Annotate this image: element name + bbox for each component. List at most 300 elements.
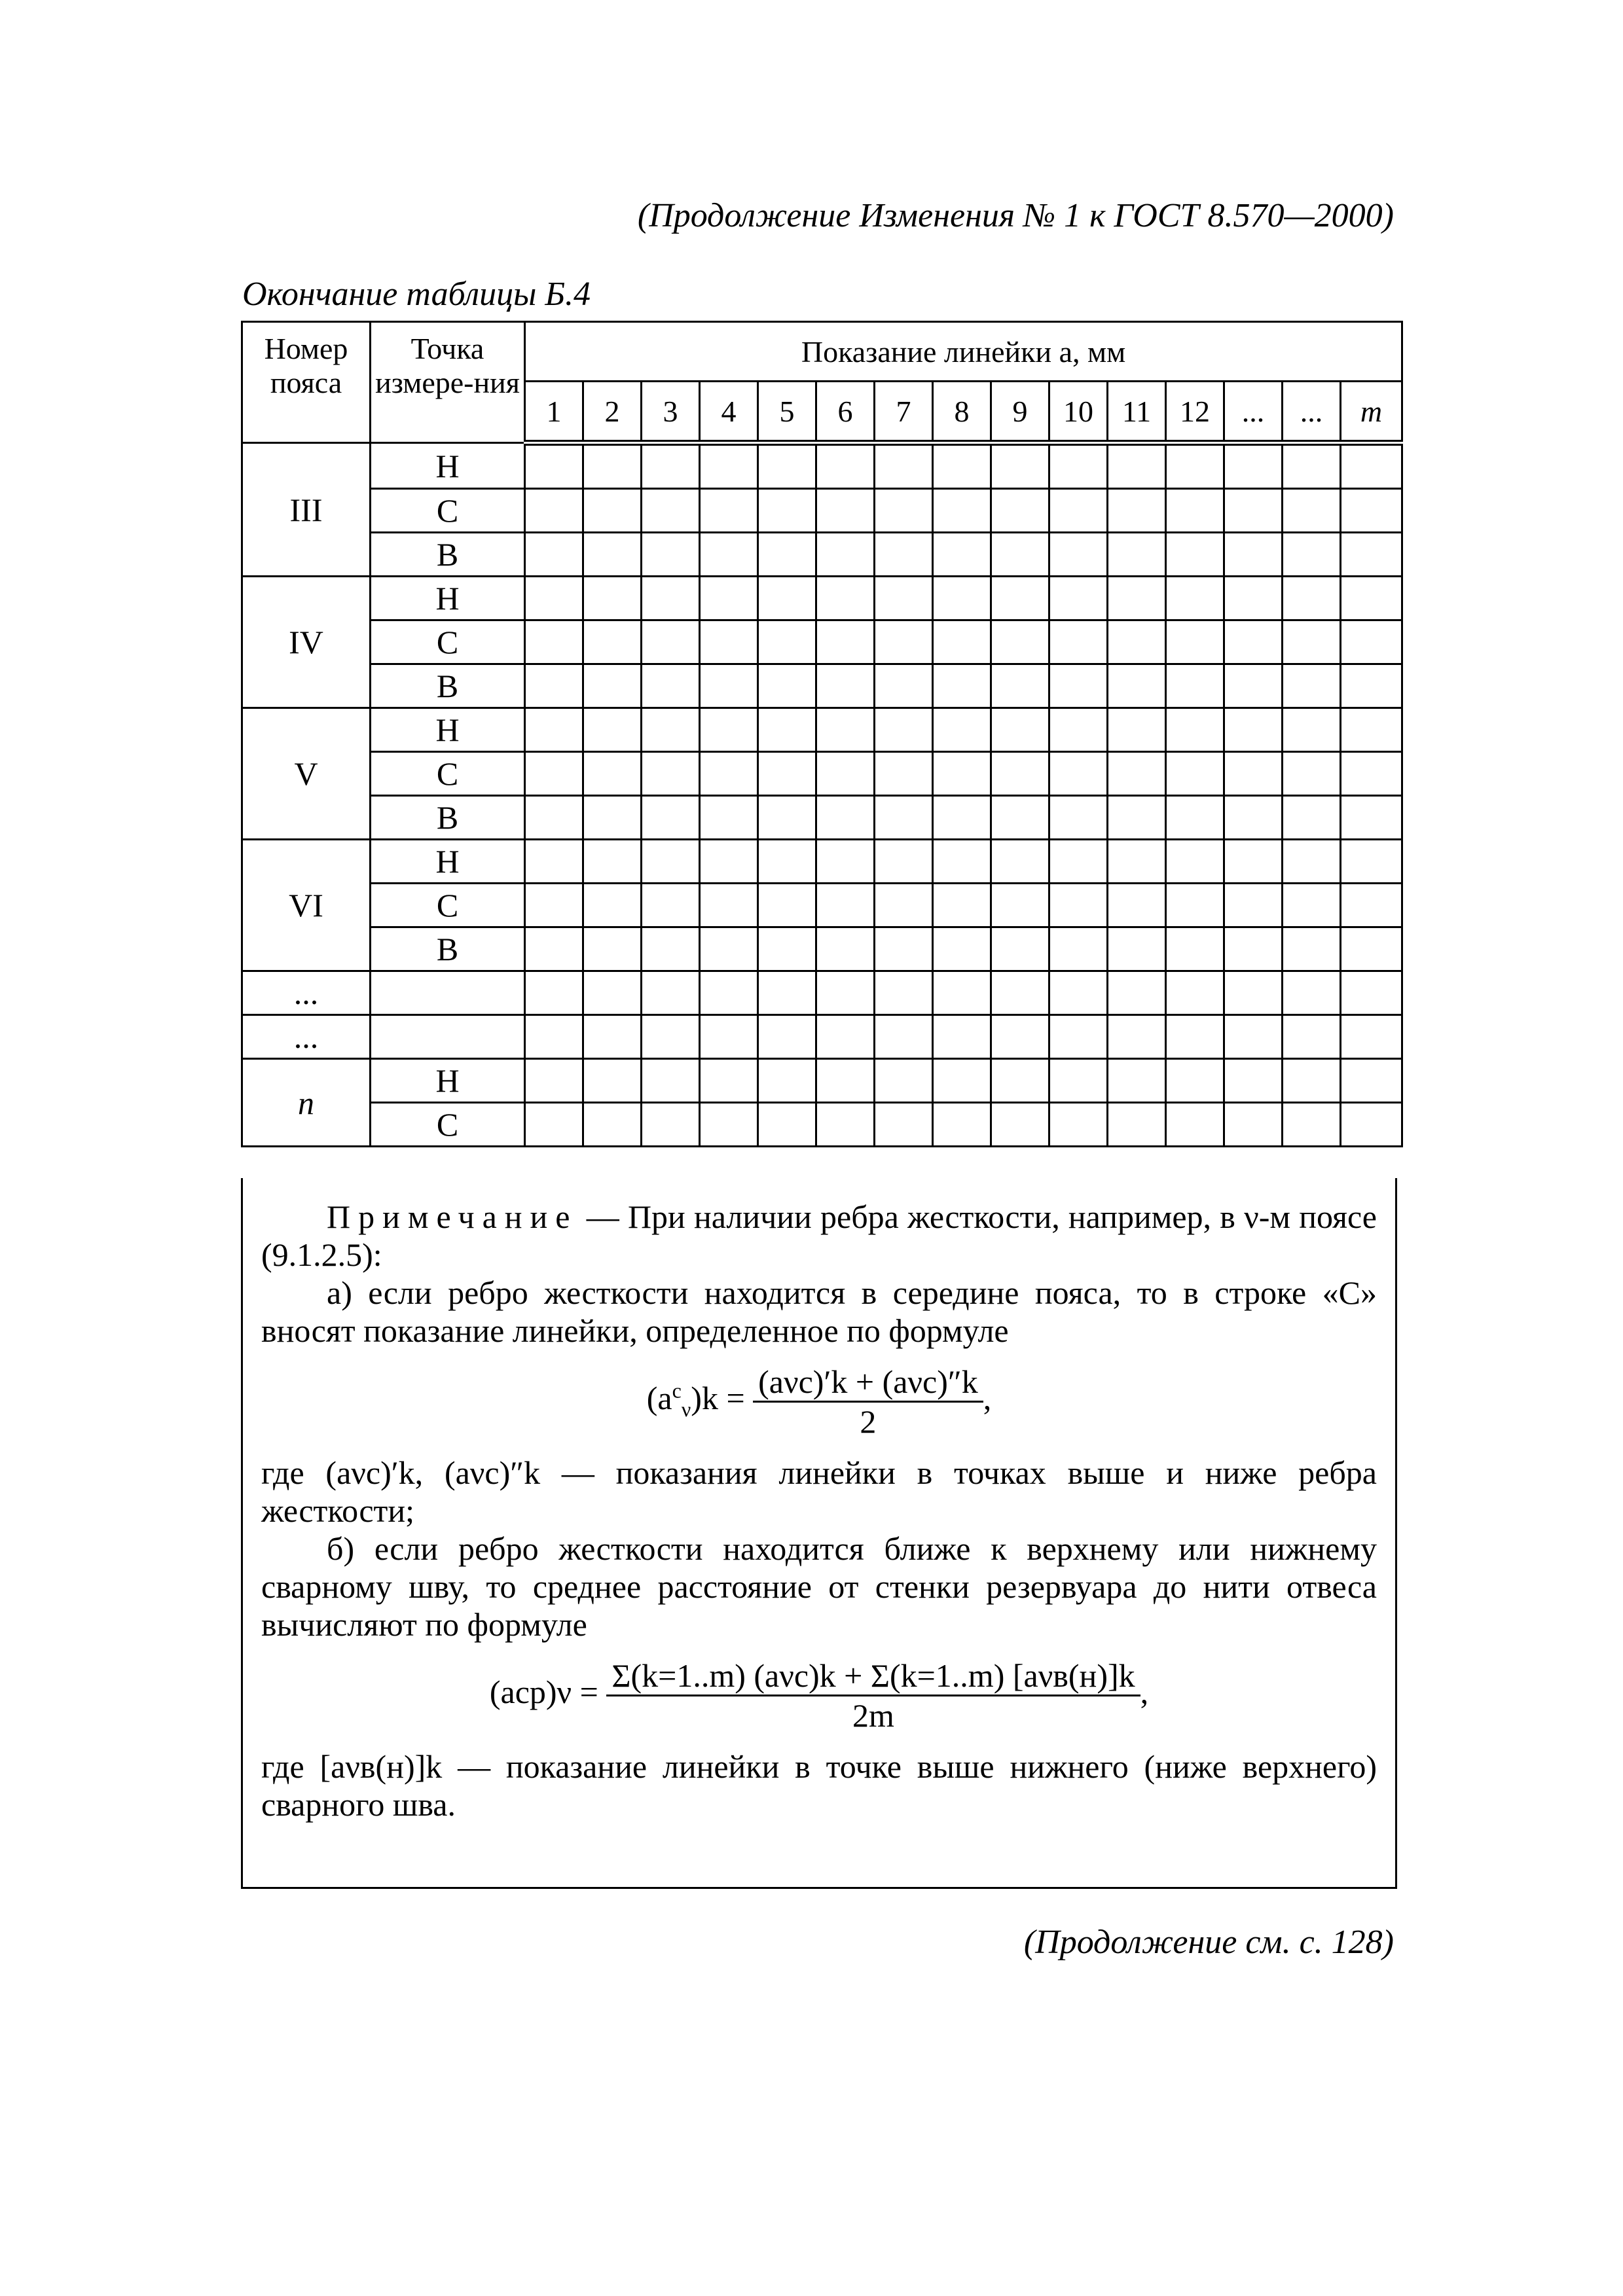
formula-b-numerator: Σ(k=1..m) (aνc)k + Σ(k=1..m) [aνв(н)]k [606,1657,1140,1696]
header-col-7: 7 [875,382,933,443]
reading-cell [1108,1015,1166,1059]
note-title: Примечание [327,1198,578,1235]
reading-cell [991,577,1049,620]
reading-cell [1108,971,1166,1015]
measure-point: В [371,796,525,840]
table-row [242,1103,1402,1147]
belt-number: V [242,708,371,840]
reading-cell [933,1015,991,1059]
reading-cell [1049,752,1108,796]
table-caption: Окончание таблицы Б.4 [242,276,591,313]
reading-cell [875,489,933,533]
reading-cell [700,664,758,708]
measure-point: С [371,884,525,927]
reading-cell [1108,620,1166,664]
reading-cell [875,1015,933,1059]
reading-cell [1166,1059,1224,1103]
reading-cell [1108,443,1166,489]
reading-cell [583,971,642,1015]
header-col-13: ... [1224,382,1283,443]
reading-cell [758,1059,816,1103]
reading-cell [525,971,583,1015]
reading-cell [933,884,991,927]
reading-cell [933,796,991,840]
reading-cell [525,1103,583,1147]
reading-cell [642,664,700,708]
table-row [242,664,1402,708]
table-row [242,971,1402,1015]
reading-cell [1283,752,1341,796]
reading-cell [1341,620,1402,664]
reading-cell [1049,1015,1108,1059]
reading-cell [1224,664,1283,708]
measure-point: Н [371,708,525,752]
reading-cell [525,1059,583,1103]
reading-cell [1283,620,1341,664]
reading-cell [875,840,933,884]
reading-cell [933,1103,991,1147]
reading-cell [933,533,991,577]
header-belt-number: Номер пояса [242,322,371,443]
reading-cell [1049,443,1108,489]
reading-cell [583,533,642,577]
reading-cell [642,443,700,489]
reading-cell [1341,927,1402,971]
reading-cell [700,927,758,971]
reading-cell [1166,971,1224,1015]
reading-cell [525,620,583,664]
reading-cell [758,533,816,577]
reading-cell [875,1103,933,1147]
reading-cell [933,840,991,884]
reading-cell [583,443,642,489]
reading-cell [1224,1059,1283,1103]
reading-cell [991,752,1049,796]
reading-cell [1108,1103,1166,1147]
header-reading: Показание линейки a, мм [525,322,1402,382]
reading-cell [642,620,700,664]
reading-cell [1049,927,1108,971]
reading-cell [700,577,758,620]
reading-cell [642,1015,700,1059]
table-row [242,489,1402,533]
reading-cell [758,708,816,752]
note-where-a: где (aνc)′k, (aνc)″k — показания линейки в точках выше и ниже ребра жесткости; [261,1454,1377,1529]
reading-cell [700,533,758,577]
reading-cell [758,796,816,840]
reading-cell [1283,489,1341,533]
reading-cell [700,1059,758,1103]
reading-cell [816,443,875,489]
reading-cell [1224,927,1283,971]
reading-cell [875,443,933,489]
measure-point [371,971,525,1015]
reading-cell [1224,796,1283,840]
reading-cell [583,489,642,533]
reading-cell [642,752,700,796]
reading-cell [991,443,1049,489]
reading-cell [1049,620,1108,664]
reading-cell [1108,533,1166,577]
reading-cell [1341,577,1402,620]
reading-cell [875,664,933,708]
reading-cell [1224,752,1283,796]
belt-number: ... [242,1015,371,1059]
reading-cell [700,443,758,489]
measure-point: С [371,1103,525,1147]
reading-cell [1049,1103,1108,1147]
reading-cell [525,796,583,840]
reading-cell [875,752,933,796]
reading-cell [758,1015,816,1059]
reading-cell [758,752,816,796]
reading-cell [700,840,758,884]
reading-cell [1283,708,1341,752]
reading-cell [700,1103,758,1147]
reading-cell [1108,664,1166,708]
reading-cell [642,840,700,884]
reading-cell [700,752,758,796]
header-col-14: ... [1283,382,1341,443]
reading-cell [1341,443,1402,489]
header-col-9: 9 [991,382,1049,443]
header-col-6: 6 [816,382,875,443]
measure-point: В [371,664,525,708]
measure-point: В [371,927,525,971]
reading-cell [1049,577,1108,620]
measure-point: Н [371,840,525,884]
reading-cell [758,489,816,533]
reading-cell [583,927,642,971]
reading-cell [1224,1103,1283,1147]
reading-cell [700,620,758,664]
reading-cell [1224,577,1283,620]
reading-cell [1341,489,1402,533]
reading-cell [816,840,875,884]
header-col-5: 5 [758,382,816,443]
reading-cell [1283,577,1341,620]
reading-cell [642,1103,700,1147]
reading-cell [933,1059,991,1103]
reading-cell [525,1015,583,1059]
table-row [242,708,1402,752]
reading-cell [1166,577,1224,620]
formula-a: $(a^c_\nu)k$ = $\frac{\text{(aνc)′k + (aνc)″k}}{2}$ , [646,1363,992,1440]
reading-cell [1166,533,1224,577]
reading-cell [991,533,1049,577]
reading-cell [1108,927,1166,971]
table-row [242,577,1402,620]
reading-cell [1341,884,1402,927]
note-where-b: где [aνв(н)]k — показание линейки в точке выше нижнего (ниже верхнего) сварного шва. [261,1748,1377,1823]
reading-cell [700,489,758,533]
reading-cell [1341,708,1402,752]
reading-cell [1166,1103,1224,1147]
reading-cell [991,664,1049,708]
reading-cell [525,708,583,752]
reading-cell [1049,971,1108,1015]
reading-cell [933,971,991,1015]
reading-cell [991,927,1049,971]
reading-cell [991,620,1049,664]
reading-cell [1283,1015,1341,1059]
reading-cell [583,796,642,840]
reading-cell [991,1059,1049,1103]
measure-point: Н [371,577,525,620]
reading-cell [1166,489,1224,533]
reading-cell [758,884,816,927]
reading-cell [642,971,700,1015]
note-box [241,1178,1397,1889]
reading-cell [1049,533,1108,577]
reading-cell [1108,489,1166,533]
reading-cell [1283,664,1341,708]
reading-cell [875,577,933,620]
reading-cell [933,752,991,796]
table-row [242,796,1402,840]
reading-cell [1283,927,1341,971]
reading-cell [816,752,875,796]
reading-cell [816,489,875,533]
table-row [242,443,1402,489]
table-row [242,840,1402,884]
reading-cell [816,884,875,927]
reading-cell [642,927,700,971]
continuation-footer: (Продолжение см. с. 128) [1023,1924,1394,1961]
formula-a-denominator: 2 [860,1403,877,1440]
reading-cell [816,708,875,752]
reading-cell [816,927,875,971]
reading-cell [875,927,933,971]
formula-a-numerator: (aνc)′k + (aνc)″k [753,1363,983,1403]
belt-number: IV [242,577,371,708]
reading-cell [1283,840,1341,884]
reading-cell [758,620,816,664]
reading-cell [642,708,700,752]
reading-cell [1283,1059,1341,1103]
reading-cell [758,664,816,708]
reading-cell [525,443,583,489]
reading-cell [1049,884,1108,927]
reading-cell [816,1103,875,1147]
reading-cell [1049,489,1108,533]
reading-cell [816,971,875,1015]
reading-cell [525,533,583,577]
reading-cell [991,489,1049,533]
reading-cell [1166,620,1224,664]
reading-cell [1166,752,1224,796]
reading-cell [583,577,642,620]
reading-cell [933,489,991,533]
reading-cell [1049,796,1108,840]
reading-cell [1224,884,1283,927]
reading-cell [1283,533,1341,577]
reading-cell [642,884,700,927]
reading-cell [1166,884,1224,927]
reading-cell [875,533,933,577]
reading-cell [583,884,642,927]
reading-cell [933,708,991,752]
reading-cell [875,620,933,664]
formula-b: (aср)ν = $\frac{\text{Σ(k=1..m) (aνc)k + Σ(k=1..m) [aνв(н)]k}}{2m}$ , [489,1657,1149,1734]
reading-cell [933,664,991,708]
reading-cell [1108,796,1166,840]
reading-cell [525,884,583,927]
reading-cell [1224,1015,1283,1059]
table-b4 [241,321,1401,1147]
measure-point: С [371,752,525,796]
reading-cell [1049,664,1108,708]
reading-cell [583,1103,642,1147]
reading-cell [1049,1059,1108,1103]
reading-cell [1224,708,1283,752]
measure-point: Н [371,443,525,489]
header-col-3: 3 [642,382,700,443]
reading-cell [525,577,583,620]
table-row [242,533,1402,577]
header-col-15: m [1341,382,1402,443]
reading-cell [1166,708,1224,752]
reading-cell [1341,533,1402,577]
reading-cell [700,884,758,927]
reading-cell [1224,443,1283,489]
header-col-12: 12 [1166,382,1224,443]
reading-cell [816,1015,875,1059]
reading-cell [816,796,875,840]
reading-cell [875,971,933,1015]
reading-cell [1166,840,1224,884]
reading-cell [1049,708,1108,752]
reading-cell [816,1059,875,1103]
reading-cell [1341,752,1402,796]
reading-cell [1166,796,1224,840]
reading-cell [933,620,991,664]
reading-cell [583,840,642,884]
measure-point [371,1015,525,1059]
belt-number: VI [242,840,371,971]
reading-cell [1166,664,1224,708]
reading-cell [583,620,642,664]
reading-cell [1108,884,1166,927]
reading-cell [816,664,875,708]
reading-cell [933,577,991,620]
reading-cell [816,577,875,620]
note-item-b: б) если ребро жесткости находится ближе к верхнему или нижнему сварному шву, то среднее расстояние от стенки резервуара до нити отвеса вычисляют по формуле [261,1530,1377,1643]
measure-point: В [371,533,525,577]
reading-cell [1283,796,1341,840]
reading-cell [875,708,933,752]
reading-cell [1341,796,1402,840]
reading-cell [1166,927,1224,971]
reading-cell [1224,533,1283,577]
header-col-10: 10 [1049,382,1108,443]
reading-cell [1341,971,1402,1015]
reading-cell [700,796,758,840]
reading-cell [758,1103,816,1147]
reading-cell [1166,1015,1224,1059]
reading-cell [525,752,583,796]
reading-cell [1224,620,1283,664]
header-col-8: 8 [933,382,991,443]
reading-cell [525,489,583,533]
reading-cell [642,796,700,840]
readings-table [241,321,1403,1147]
reading-cell [1108,1059,1166,1103]
reading-cell [991,708,1049,752]
measure-point: С [371,489,525,533]
table-row [242,884,1402,927]
reading-cell [583,1015,642,1059]
reading-cell [1341,1103,1402,1147]
reading-cell [758,840,816,884]
reading-cell [1283,971,1341,1015]
reading-cell [1166,443,1224,489]
table-row [242,752,1402,796]
reading-cell [1108,577,1166,620]
reading-cell [700,1015,758,1059]
reading-cell [1049,840,1108,884]
reading-cell [1108,708,1166,752]
reading-cell [583,708,642,752]
reading-cell [1224,971,1283,1015]
header-col-1: 1 [525,382,583,443]
reading-cell [1341,840,1402,884]
reading-cell [642,533,700,577]
note-item-a: а) если ребро жесткости находится в середине пояса, то в строке «С» вносят показание линейки, определенное по формуле [261,1274,1377,1349]
header-col-11: 11 [1108,382,1166,443]
reading-cell [758,443,816,489]
header-col-2: 2 [583,382,642,443]
belt-number: III [242,443,371,577]
reading-cell [758,927,816,971]
reading-cell [1224,840,1283,884]
reading-cell [991,971,1049,1015]
reading-cell [816,620,875,664]
reading-cell [525,927,583,971]
reading-cell [758,971,816,1015]
belt-number: ... [242,971,371,1015]
reading-cell [642,489,700,533]
reading-cell [991,1015,1049,1059]
reading-cell [700,708,758,752]
reading-cell [933,443,991,489]
reading-cell [816,533,875,577]
continuation-header: (Продолжение Изменения № 1 к ГОСТ 8.570—2000) [637,197,1394,234]
reading-cell [1224,489,1283,533]
belt-number: n [242,1059,371,1147]
reading-cell [700,971,758,1015]
reading-cell [1341,1059,1402,1103]
note-intro: — При наличии ребра жесткости, например, в ν-м поясе (9.1.2.5): [261,1198,1377,1273]
reading-cell [933,927,991,971]
reading-cell [583,1059,642,1103]
header-col-4: 4 [700,382,758,443]
reading-cell [991,884,1049,927]
reading-cell [875,884,933,927]
reading-cell [525,664,583,708]
reading-cell [1341,664,1402,708]
reading-cell [1108,840,1166,884]
reading-cell [642,1059,700,1103]
reading-cell [1108,752,1166,796]
table-row [242,620,1402,664]
reading-cell [991,840,1049,884]
reading-cell [642,577,700,620]
table-row [242,1059,1402,1103]
reading-cell [875,796,933,840]
reading-cell [875,1059,933,1103]
reading-cell [583,752,642,796]
